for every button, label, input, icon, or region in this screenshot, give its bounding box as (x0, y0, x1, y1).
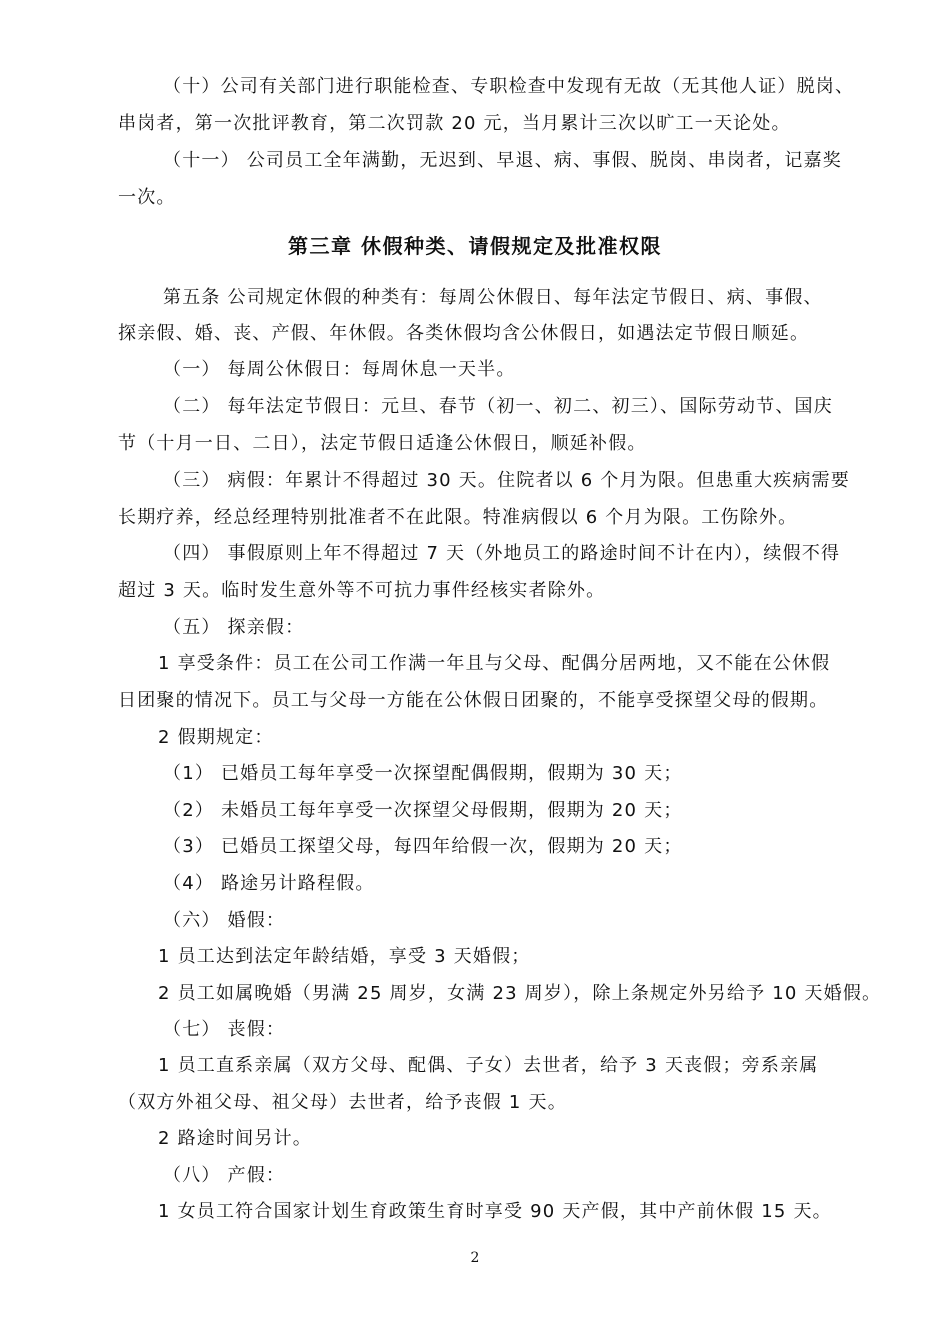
paragraph-line: 1 员工直系亲属（双方父母、配偶、子女）去世者，给予 3 天丧假；旁系亲属 (158, 1055, 819, 1076)
paragraph-line: 第五条 公司规定休假的种类有：每周公休假日、每年法定节假日、病、事假、 (163, 287, 823, 308)
paragraph-line: （双方外祖父母、祖父母）去世者，给予丧假 1 天。 (118, 1092, 567, 1113)
paragraph-line: 长期疗养，经总经理特别批准者不在此限。特准病假以 6 个月为限。工伤除外。 (118, 507, 798, 528)
paragraph-line: 1 享受条件：员工在公司工作满一年且与父母、配偶分居两地，又不能在公休假 (158, 653, 831, 674)
paragraph-line: 2 假期规定： (158, 727, 274, 748)
page-number: 2 (470, 1250, 480, 1266)
paragraph-line: 一次。 (118, 187, 176, 208)
paragraph-line: （三） 病假：年累计不得超过 30 天。住院者以 6 个月为限。但患重大疾病需要 (163, 470, 850, 491)
paragraph-line: 1 女员工符合国家计划生育政策生育时享受 90 天产假，其中产前休假 15 天。 (158, 1201, 832, 1222)
paragraph-line: （2） 未婚员工每年享受一次探望父母假期，假期为 20 天； (163, 800, 683, 821)
paragraph-line: （五） 探亲假： (163, 617, 305, 638)
paragraph-line: 探亲假、婚、丧、产假、年休假。各类休假均含公休假日，如遇法定节假日顺延。 (118, 323, 810, 344)
paragraph-line: （1） 已婚员工每年享受一次探望配偶假期，假期为 30 天； (163, 763, 683, 784)
paragraph-line: （一） 每周公休假日：每周休息一天半。 (163, 359, 516, 380)
paragraph-line: （十一） 公司员工全年满勤，无迟到、早退、病、事假、脱岗、串岗者，记嘉奖 (163, 150, 842, 171)
paragraph-line: （七） 丧假： (163, 1019, 286, 1040)
paragraph-line: 节（十月一日、二日），法定节假日适逢公休假日，顺延补假。 (118, 433, 647, 454)
paragraph-line: 2 路途时间另计。 (158, 1128, 312, 1149)
paragraph-line: 日团聚的情况下。员工与父母一方能在公休假日团聚的，不能享受探望父母的假期。 (118, 690, 829, 711)
chapter-title: 第三章 休假种类、请假规定及批准权限 (288, 234, 662, 258)
paragraph-line: （十）公司有关部门进行职能检查、专职检查中发现有无故（无其他人证）脱岗、 (163, 76, 855, 97)
paragraph-line: （二） 每年法定节假日：元旦、春节（初一、初二、初三）、国际劳动节、国庆 (163, 396, 833, 417)
paragraph-line: 1 员工达到法定年龄结婚，享受 3 天婚假； (158, 946, 531, 967)
paragraph-line: （4） 路途另计路程假。 (163, 873, 375, 894)
paragraph-line: （八） 产假： (163, 1165, 286, 1186)
paragraph-line: （六） 婚假： (163, 910, 286, 931)
paragraph-line: 超过 3 天。临时发生意外等不可抗力事件经核实者除外。 (118, 580, 606, 601)
paragraph-line: 串岗者，第一次批评教育，第二次罚款 20 元，当月累计三次以旷工一天论处。 (118, 113, 791, 134)
paragraph-line: （四） 事假原则上年不得超过 7 天（外地员工的路途时间不计在内），续假不得 (163, 543, 841, 564)
paragraph-line: 2 员工如属晚婚（男满 25 周岁，女满 23 周岁），除上条规定外另给予 10 天婚假。 (158, 983, 882, 1004)
paragraph-line: （3） 已婚员工探望父母，每四年给假一次，假期为 20 天； (163, 836, 683, 857)
